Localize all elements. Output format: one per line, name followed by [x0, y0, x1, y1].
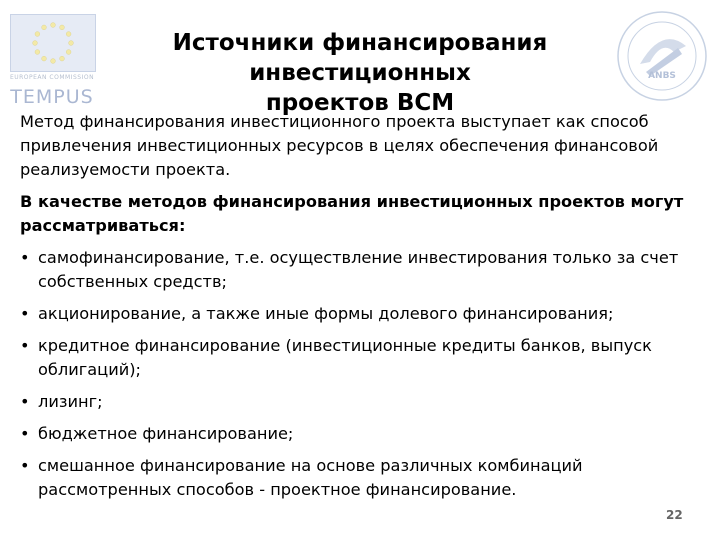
- list-item-text: кредитное финансирование (инвестиционные кредиты банков, выпуск облигаций);: [38, 336, 652, 379]
- list-item-text: бюджетное финансирование;: [38, 424, 294, 443]
- list-item: [20, 422, 700, 446]
- bullet-icon: •: [20, 392, 30, 411]
- list-item: [20, 246, 700, 294]
- list-item: [20, 334, 700, 382]
- tempus-wordmark: TEMPUS: [10, 86, 94, 108]
- list-item: [20, 302, 700, 326]
- eu-caption: EUROPEAN COMMISSION: [9, 74, 95, 81]
- bullet-icon: •: [20, 336, 30, 355]
- bullet-icon: •: [20, 424, 30, 443]
- bullet-icon: •: [20, 304, 30, 323]
- page-number: 22: [666, 508, 683, 522]
- slide-title: [60, 28, 660, 118]
- list-item-text: акционирование, а также иные формы долевого финансирования;: [38, 304, 614, 323]
- list-item-text: смешанное финансирование на основе различных комбинаций рассмотренных способов - проектное финансирование.: [38, 456, 583, 499]
- bullet-icon: •: [20, 248, 30, 267]
- methods-list: [20, 246, 700, 502]
- list-item-text: самофинансирование, т.е. осуществление инвестирования только за счет собственных средств;: [38, 248, 679, 291]
- list-item-text: лизинг;: [38, 392, 103, 411]
- intro-paragraph: Метод финансирования инвестиционного проекта выступает как способ привлечения инвестиционных ресурсов в целях обеспечения финансовой реализуемости проекта.: [20, 112, 659, 179]
- title-line-1: Источники финансирования инвестиционных: [172, 30, 548, 86]
- seal-text: ANBS: [648, 71, 676, 81]
- title-line-2: проектов ВСМ: [265, 90, 455, 116]
- list-item: [20, 390, 700, 414]
- slide-body: [20, 110, 700, 510]
- list-item: [20, 454, 700, 502]
- bullet-icon: •: [20, 456, 30, 475]
- lead-paragraph: В качестве методов финансирования инвестиционных проектов могут рассматриваться:: [20, 192, 684, 235]
